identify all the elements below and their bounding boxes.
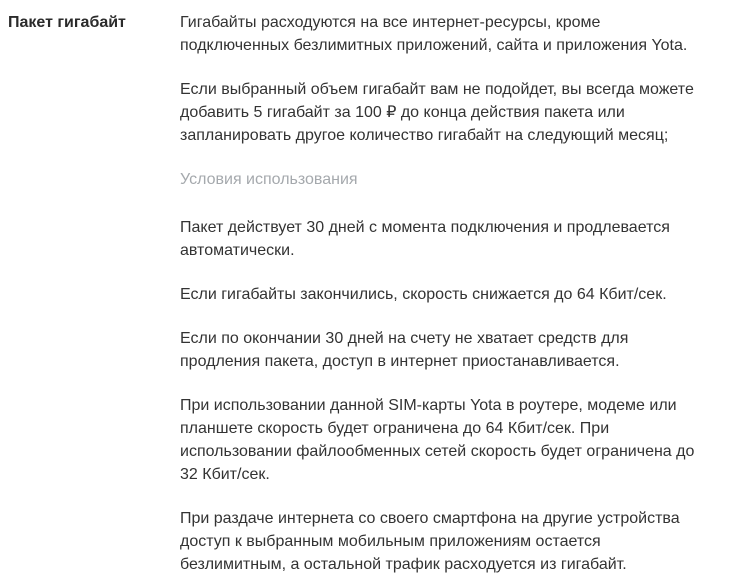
description-paragraph: Если по окончании 30 дней на счету не хватает средств для продления пакета, доступ в интернет приостанавливается.: [180, 330, 629, 370]
row-label: Пакет гигабайт: [8, 14, 126, 31]
description-paragraph: При раздаче интернета со своего смартфона на другие устройства доступ к выбранным мобильным приложениям остается безлимитным, а остальной трафик расходуется из гигабайт.: [180, 510, 680, 573]
row-content-column: [180, 0, 700, 583]
description-paragraph: Гигабайты расходуются на все интернет-ресурсы, кроме подключенных безлимитных приложений, сайта и приложения Yota.: [180, 14, 688, 54]
description-paragraph: При использовании данной SIM-карты Yota в роутере, модеме или планшете скорость будет ограничена до 64 Кбит/сек. При использовании файлообменных сетей скорость будет ограничена до 32 Кбит/сек.: [180, 397, 695, 483]
row-label-column: [0, 0, 180, 583]
description-paragraph: Если выбранный объем гигабайт вам не подойдет, вы всегда можете добавить 5 гигабайт за 100 ₽ до конца действия пакета или запланировать другое количество гигабайт на следующий месяц;: [180, 81, 694, 144]
description-paragraph: Пакет действует 30 дней с момента подключения и продлевается автоматически.: [180, 219, 670, 259]
usage-terms-subheading: Условия использования: [180, 171, 358, 188]
description-paragraph: Если гигабайты закончились, скорость снижается до 64 Кбит/сек.: [180, 286, 667, 303]
